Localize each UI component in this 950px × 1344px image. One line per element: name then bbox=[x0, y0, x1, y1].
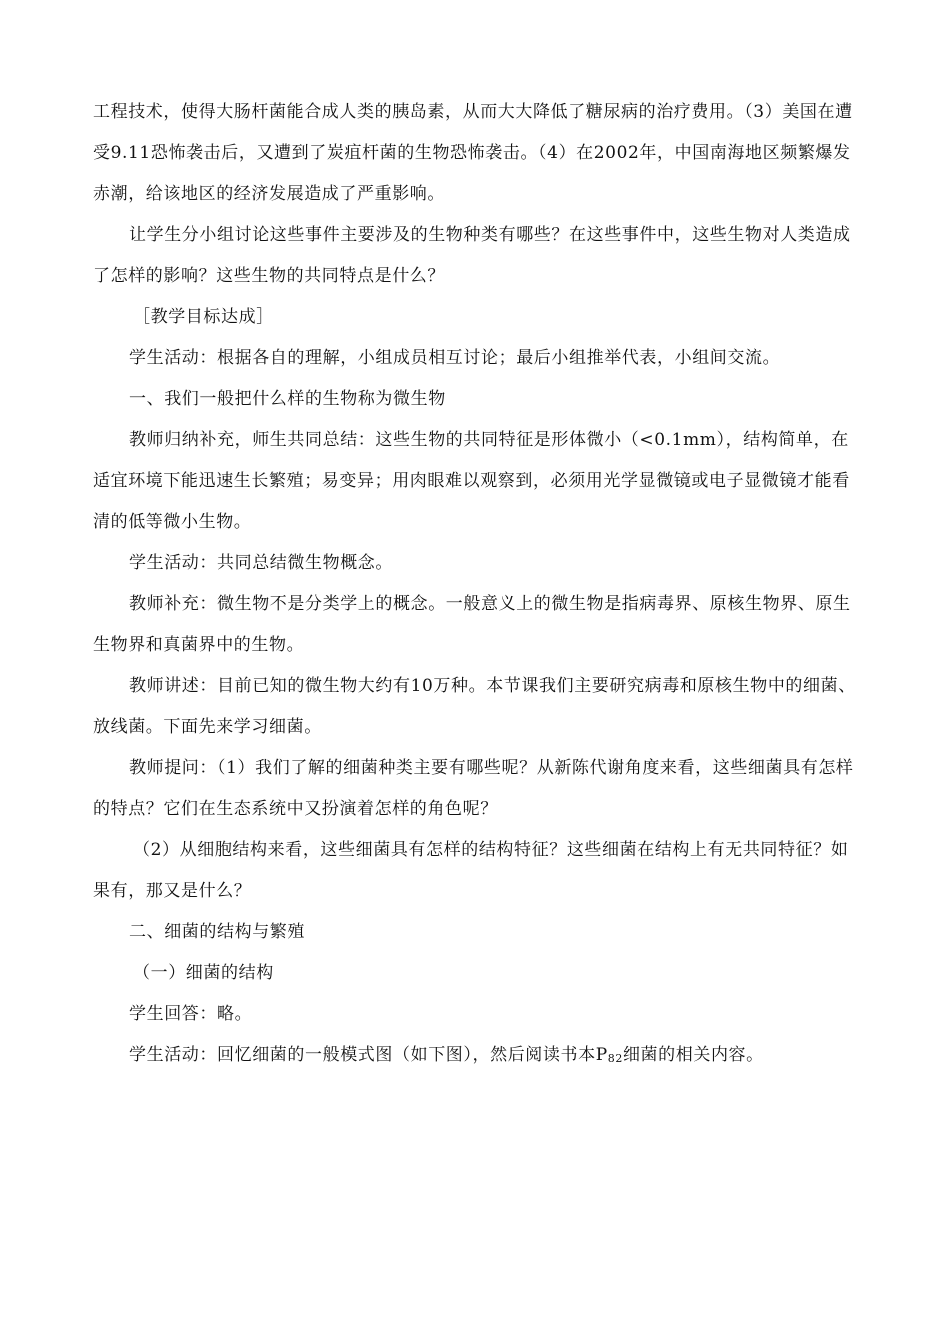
document-body bbox=[93, 92, 863, 1079]
paragraph: 学生活动：共同总结微生物概念。 bbox=[129, 553, 393, 573]
text-segment: 细菌的相关内容。 bbox=[622, 1045, 764, 1065]
text-segment: 学生活动：回忆细菌的一般模式图（如下图），然后阅读书本P bbox=[129, 1045, 608, 1065]
paragraph: 教师讲述：目前已知的微生物大约有10万种。本节课我们主要研究病毒和原核生物中的细菌、放线菌。下面先来学习细菌。 bbox=[93, 676, 856, 737]
section-marker: ［教学目标达成］ bbox=[133, 307, 274, 327]
page-number-subscript: 82 bbox=[607, 1052, 623, 1065]
paragraph: 教师补充：微生物不是分类学上的概念。一般意义上的微生物是指病毒界、原核生物界、原生生物界和真菌界中的生物。 bbox=[93, 594, 851, 655]
paragraph: 学生回答：略。 bbox=[129, 1004, 253, 1024]
paragraph: 工程技术，使得大肠杆菌能合成人类的胰岛素，从而大大降低了糖尿病的治疗费用。（3）美国在遭受9.11恐怖袭击后，又遭到了炭疽杆菌的生物恐怖袭击。（4）在2002年，中国南海地区频繁爆发赤潮，给该地区的经济发展造成了严重影响。 bbox=[93, 102, 853, 204]
paragraph: 学生活动：根据各自的理解，小组成员相互讨论；最后小组推举代表，小组间交流。 bbox=[129, 348, 781, 368]
paragraph: 教师提问：（1）我们了解的细菌种类主要有哪些呢？从新陈代谢角度来看，这些细菌具有怎样的特点？它们在生态系统中又扮演着怎样的角色呢？ bbox=[93, 758, 854, 819]
paragraph: 让学生分小组讨论这些事件主要涉及的生物种类有哪些？在这些事件中，这些生物对人类造成了怎样的影响？这些生物的共同特点是什么？ bbox=[93, 225, 851, 286]
paragraph: （2）从细胞结构来看，这些细菌具有怎样的结构特征？这些细菌在结构上有无共同特征？如果有，那又是什么？ bbox=[93, 840, 849, 901]
paragraph: 教师归纳补充，师生共同总结：这些生物的共同特征是形体微小（<0.1mm），结构简单，在适宜环境下能迅速生长繁殖；易变异；用肉眼难以观察到，必须用光学显微镜或电子显微镜才能看清的低等微小生物。 bbox=[93, 430, 850, 532]
heading: 二、细菌的结构与繁殖 bbox=[129, 922, 305, 942]
heading: 一、我们一般把什么样的生物称为微生物 bbox=[129, 389, 446, 409]
paragraph bbox=[93, 1035, 863, 1079]
subheading: （一）细菌的结构 bbox=[133, 963, 274, 983]
